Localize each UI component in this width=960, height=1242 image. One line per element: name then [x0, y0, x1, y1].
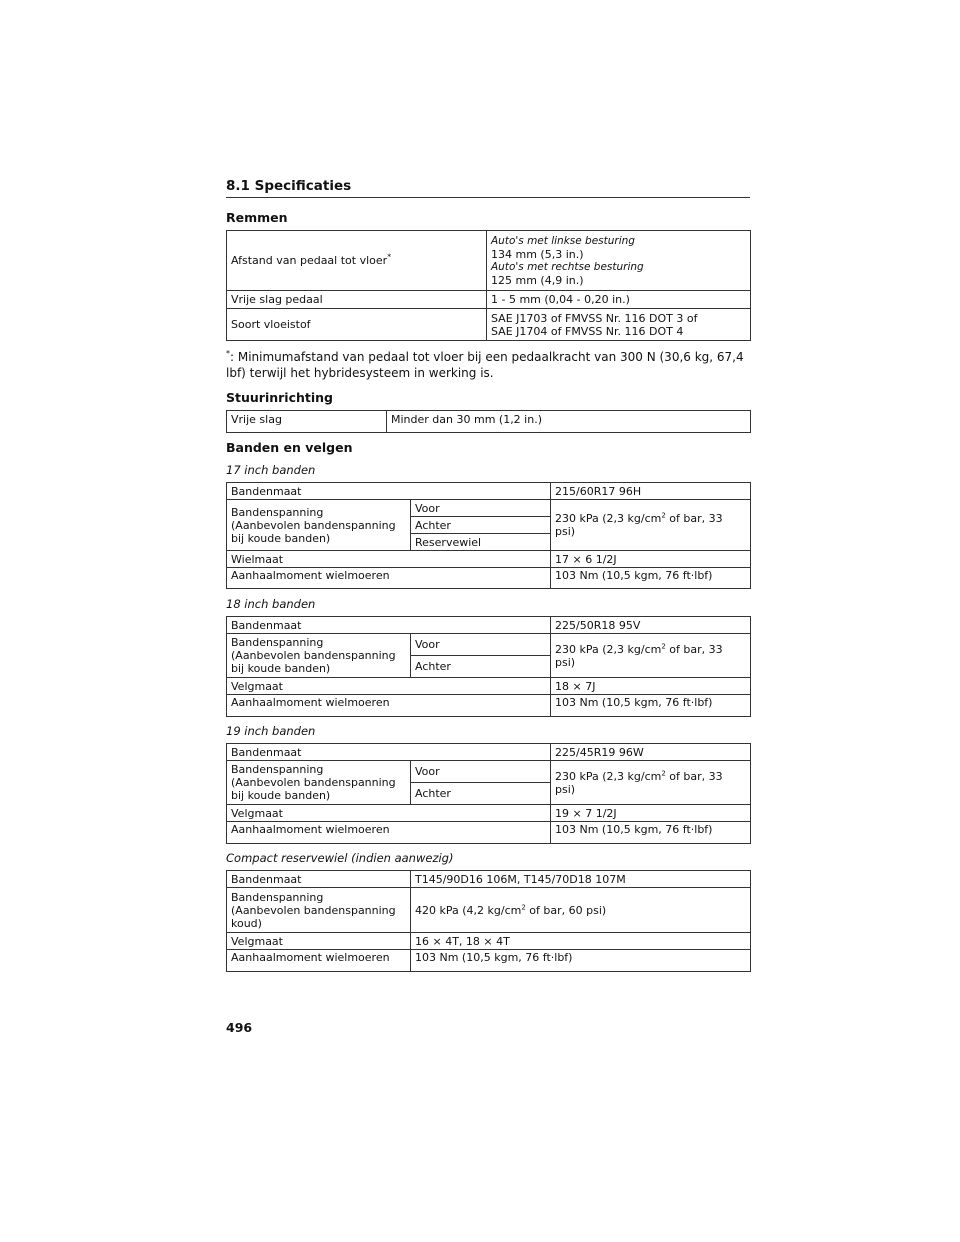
table-row — [227, 761, 751, 783]
tires-19-table — [226, 743, 751, 844]
pressure-label: Bandenspanning (Aanbevolen bandenspanning bij koude banden) — [227, 500, 411, 551]
table-row — [227, 744, 751, 761]
table-row — [227, 568, 751, 589]
table-row — [227, 483, 751, 500]
torque-value: 103 Nm (10,5 kgm, 76 ft·lbf) — [551, 568, 751, 589]
table-row — [227, 634, 751, 656]
tires-18-title: 18 inch banden — [226, 597, 316, 611]
tire-size-label: Bandenmaat — [227, 871, 411, 888]
tire-size-value: T145/90D16 106M, T145/70D18 107M — [411, 871, 751, 888]
compact-spare-title: Compact reservewiel (indien aanwezig) — [226, 851, 454, 865]
footnote-marker: * — [387, 252, 392, 262]
torque-value: 103 Nm (10,5 kgm, 76 ft·lbf) — [411, 950, 751, 972]
wheel-size-value: 18 × 7J — [551, 678, 751, 695]
front-label: Voor — [411, 500, 551, 517]
spare-label: Reservewiel — [411, 534, 551, 551]
torque-label: Aanhaalmoment wielmoeren — [227, 568, 551, 589]
table-row — [227, 617, 751, 634]
steering-freeplay-label: Vrije slag — [227, 411, 387, 433]
tires-17-table — [226, 482, 751, 589]
pressure-value: 230 kPa (2,3 $kg/cm^2$ of bar, 33 psi) — [551, 761, 751, 805]
table-row — [227, 411, 751, 433]
tire-size-value: 225/45R19 96W — [551, 744, 751, 761]
rhd-value: 125 mm (4,9 in.) — [491, 273, 584, 287]
pressure-value: 420 kPa (4,2 $kg/cm^2$ of bar, 60 psi) — [411, 888, 751, 933]
torque-value: 103 Nm (10,5 kgm, 76 ft·lbf) — [551, 822, 751, 844]
torque-label: Aanhaalmoment wielmoeren — [227, 950, 411, 972]
tires-19-title: 19 inch banden — [226, 724, 316, 738]
tire-size-label: Bandenmaat — [227, 483, 551, 500]
torque-value: 103 Nm (10,5 kgm, 76 ft·lbf) — [551, 695, 751, 717]
table-row — [227, 551, 751, 568]
front-label: Voor — [411, 761, 551, 783]
front-label: Voor — [411, 634, 551, 656]
brakes-heading: Remmen — [226, 210, 288, 225]
brakes-table — [226, 230, 751, 341]
rear-label: Achter — [411, 517, 551, 534]
tire-size-value: 225/50R18 95V — [551, 617, 751, 634]
tire-size-label: Bandenmaat — [227, 617, 551, 634]
page-number: 496 — [226, 1020, 253, 1035]
fluid-label: Soort vloeistof — [227, 309, 487, 341]
lhd-value: 134 mm (5,3 in.) — [491, 247, 584, 261]
brakes-footnote: *: Minimumafstand van pedaal tot vloer bij een pedaalkracht van 300 N (30,6 kg, 67,4 lbf) terwijl het hybridesysteem in werking is. — [226, 349, 744, 380]
wheel-size-value: 19 × 7 1/2J — [551, 805, 751, 822]
table-row — [227, 695, 751, 717]
table-row — [227, 231, 751, 291]
pressure-label: Bandenspanning (Aanbevolen bandenspanning bij koude banden) — [227, 761, 411, 805]
pedal-distance-values — [487, 231, 751, 291]
section-title: 8.1 Specificaties — [226, 178, 750, 198]
table-row — [227, 888, 751, 933]
table-row — [227, 500, 751, 517]
compact-spare-table — [226, 870, 751, 972]
table-row — [227, 291, 751, 309]
torque-label: Aanhaalmoment wielmoeren — [227, 822, 551, 844]
rear-label: Achter — [411, 656, 551, 678]
pedal-freeplay-label: Vrije slag pedaal — [227, 291, 487, 309]
pressure-label: Bandenspanning (Aanbevolen bandenspanning bij koude banden) — [227, 634, 411, 678]
table-row — [227, 871, 751, 888]
table-row — [227, 933, 751, 950]
pressure-value: 230 kPa (2,3 $kg/cm^2$ of bar, 33 psi) — [551, 634, 751, 678]
pedal-distance-label: Afstand van pedaal tot vloer* — [227, 231, 487, 291]
tire-size-value: 215/60R17 96H — [551, 483, 751, 500]
table-row — [227, 805, 751, 822]
tires-17-title: 17 inch banden — [226, 463, 316, 477]
table-row — [227, 678, 751, 695]
wheel-size-label: Velgmaat — [227, 933, 411, 950]
wheels-heading: Banden en velgen — [226, 440, 353, 455]
tire-size-label: Bandenmaat — [227, 744, 551, 761]
steering-table — [226, 410, 751, 433]
wheel-size-value: 16 × 4T, 18 × 4T — [411, 933, 751, 950]
rhd-label: Auto's met rechtse besturing — [491, 260, 644, 273]
wheel-size-label: Velgmaat — [227, 805, 551, 822]
lhd-label: Auto's met linkse besturing — [491, 234, 635, 247]
wheel-size-label: Wielmaat — [227, 551, 551, 568]
rear-label: Achter — [411, 783, 551, 805]
fluid-value: SAE J1703 of FMVSS Nr. 116 DOT 3 of SAE J1704 of FMVSS Nr. 116 DOT 4 — [487, 309, 751, 341]
pedal-freeplay-value: 1 - 5 mm (0,04 - 0,20 in.) — [487, 291, 751, 309]
torque-label: Aanhaalmoment wielmoeren — [227, 695, 551, 717]
table-row — [227, 950, 751, 972]
steering-heading: Stuurinrichting — [226, 390, 333, 405]
wheel-size-value: 17 × 6 1/2J — [551, 551, 751, 568]
pressure-label: Bandenspanning (Aanbevolen bandenspanning koud) — [227, 888, 411, 933]
pressure-value: 230 kPa (2,3 $kg/cm^2$ of bar, 33 psi) — [551, 500, 751, 551]
tires-18-table — [226, 616, 751, 717]
wheel-size-label: Velgmaat — [227, 678, 551, 695]
table-row — [227, 309, 751, 341]
steering-freeplay-value: Minder dan 30 mm (1,2 in.) — [387, 411, 751, 433]
table-row — [227, 822, 751, 844]
